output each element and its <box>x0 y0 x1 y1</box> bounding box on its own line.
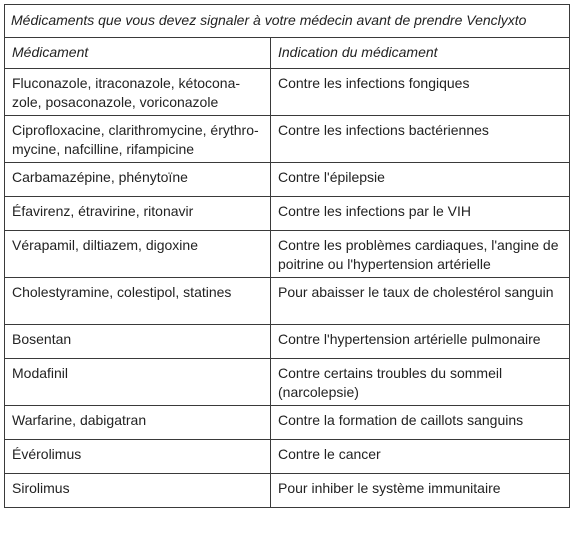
cell-medicament: Carbamazépine, phénytoïne <box>5 163 271 197</box>
cell-indication: Contre l'épilepsie <box>271 163 570 197</box>
cell-medicament: Fluconazole, itraconazole, kétocona-zole, posaconazole, voriconazole <box>5 69 271 116</box>
cell-indication: Contre les problèmes cardiaques, l'angine de poitrine ou l'hypertension artérielle <box>271 231 570 278</box>
cell-indication: Contre les infections bactériennes <box>271 116 570 163</box>
header-indication: Indication du médicament <box>271 38 570 69</box>
table-row <box>5 278 570 325</box>
cell-indication: Contre le cancer <box>271 440 570 474</box>
cell-medicament: Cholestyramine, colestipol, statines <box>5 278 271 325</box>
cell-medicament: Éfavirenz, étravirine, ritonavir <box>5 197 271 231</box>
cell-indication: Contre l'hypertension artérielle pulmonaire <box>271 325 570 359</box>
table-row <box>5 116 570 163</box>
cell-medicament: Modafinil <box>5 359 271 406</box>
table-row <box>5 474 570 508</box>
cell-medicament: Warfarine, dabigatran <box>5 406 271 440</box>
table-row <box>5 197 570 231</box>
table-row <box>5 406 570 440</box>
table-row <box>5 231 570 278</box>
table-row <box>5 440 570 474</box>
cell-medicament: Vérapamil, diltiazem, digoxine <box>5 231 271 278</box>
table-row <box>5 163 570 197</box>
cell-indication: Contre les infections par le VIH <box>271 197 570 231</box>
cell-indication: Contre certains troubles du sommeil (narcolepsie) <box>271 359 570 406</box>
table-row <box>5 69 570 116</box>
table-caption: Médicaments que vous devez signaler à votre médecin avant de prendre Venclyxto <box>5 5 570 38</box>
cell-indication: Contre les infections fongiques <box>271 69 570 116</box>
table-row <box>5 325 570 359</box>
cell-indication: Pour abaisser le taux de cholestérol sanguin <box>271 278 570 325</box>
cell-medicament: Sirolimus <box>5 474 271 508</box>
header-row <box>5 38 570 69</box>
medication-table <box>4 4 570 508</box>
cell-indication: Contre la formation de caillots sanguins <box>271 406 570 440</box>
table-row <box>5 359 570 406</box>
caption-row <box>5 5 570 38</box>
header-medicament: Médicament <box>5 38 271 69</box>
cell-medicament: Bosentan <box>5 325 271 359</box>
cell-indication: Pour inhiber le système immunitaire <box>271 474 570 508</box>
cell-medicament: Évérolimus <box>5 440 271 474</box>
cell-medicament: Ciprofloxacine, clarithromycine, érythro-mycine, nafcilline, rifampicine <box>5 116 271 163</box>
